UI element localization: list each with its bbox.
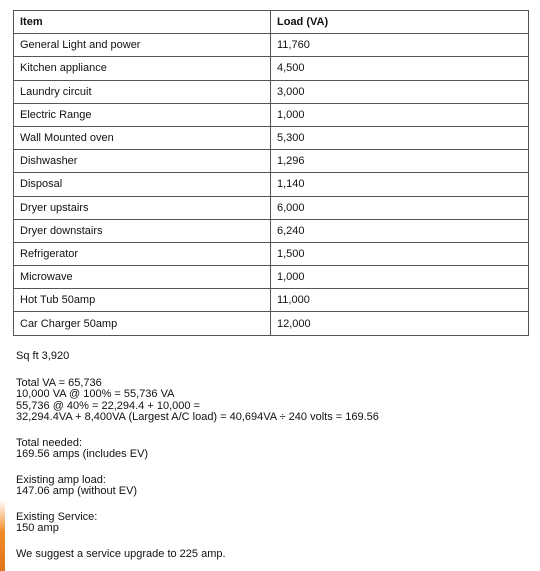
calculation-notes [16,351,531,560]
row-item-cell: Laundry circuit [14,80,271,103]
row-load-cell: 3,000 [271,80,529,103]
row-load-cell: 6,000 [271,196,529,219]
header-item: Item [14,11,271,34]
row-item-cell: Disposal [14,173,271,196]
row-item-cell: Hot Tub 50amp [14,289,271,312]
table-row [14,289,529,312]
row-item-cell: General Light and power [14,34,271,57]
service-upgrade-suggestion: We suggest a service upgrade to 225 amp. [16,547,226,560]
table-row [14,34,529,57]
calc-line-ac-load: 32,294.4VA + 8,400VA (Largest A/C load) = 40,694VA ÷ 240 volts = 169.56 [16,411,379,423]
header-row [14,11,529,34]
row-item-cell: Dishwasher [14,150,271,173]
table-row [14,219,529,242]
table-row [14,103,529,126]
existing-load-value: 147.06 amp (without EV) [16,485,138,497]
row-item-cell: Kitchen appliance [14,57,271,80]
row-load-cell: 11,000 [271,289,529,312]
row-item-cell: Refrigerator [14,242,271,265]
table-row [14,266,529,289]
existing-service-label: Existing Service: [16,510,98,523]
table-row [14,242,529,265]
load-table [13,10,529,336]
square-footage: Sq ft 3,920 [16,350,70,362]
load-table-header [14,11,529,34]
existing-service-value: 150 amp [16,522,59,534]
row-item-cell: Dryer upstairs [14,196,271,219]
table-row [14,80,529,103]
row-load-cell: 12,000 [271,312,529,335]
row-item-cell: Dryer downstairs [14,219,271,242]
row-load-cell: 1,000 [271,103,529,126]
header-load: Load (VA) [271,11,529,34]
row-load-cell: 1,296 [271,150,529,173]
table-row [14,57,529,80]
table-row [14,126,529,149]
row-load-cell: 1,000 [271,266,529,289]
row-load-cell: 6,240 [271,219,529,242]
table-row [14,173,529,196]
total-needed-label: Total needed: [16,436,83,449]
row-item-cell: Wall Mounted oven [14,126,271,149]
total-needed-value: 169.56 amps (includes EV) [16,448,149,460]
calc-line-first-10000: 10,000 VA @ 100% = 55,736 VA [16,388,175,400]
table-row [14,150,529,173]
table-row [14,196,529,219]
calc-line-40-percent: 55,736 @ 40% = 22,294.4 + 10,000 = [16,399,200,412]
calc-line-total-va: Total VA = 65,736 [16,376,102,389]
row-item-cell: Microwave [14,266,271,289]
row-item-cell: Electric Range [14,103,271,126]
row-load-cell: 1,140 [271,173,529,196]
load-table-body [14,34,529,335]
row-load-cell: 5,300 [271,126,529,149]
row-load-cell: 11,760 [271,34,529,57]
row-item-cell: Car Charger 50amp [14,312,271,335]
existing-load-label: Existing amp load: [16,473,106,486]
table-row [14,312,529,335]
row-load-cell: 1,500 [271,242,529,265]
edge-accent-decoration [0,500,5,571]
row-load-cell: 4,500 [271,57,529,80]
